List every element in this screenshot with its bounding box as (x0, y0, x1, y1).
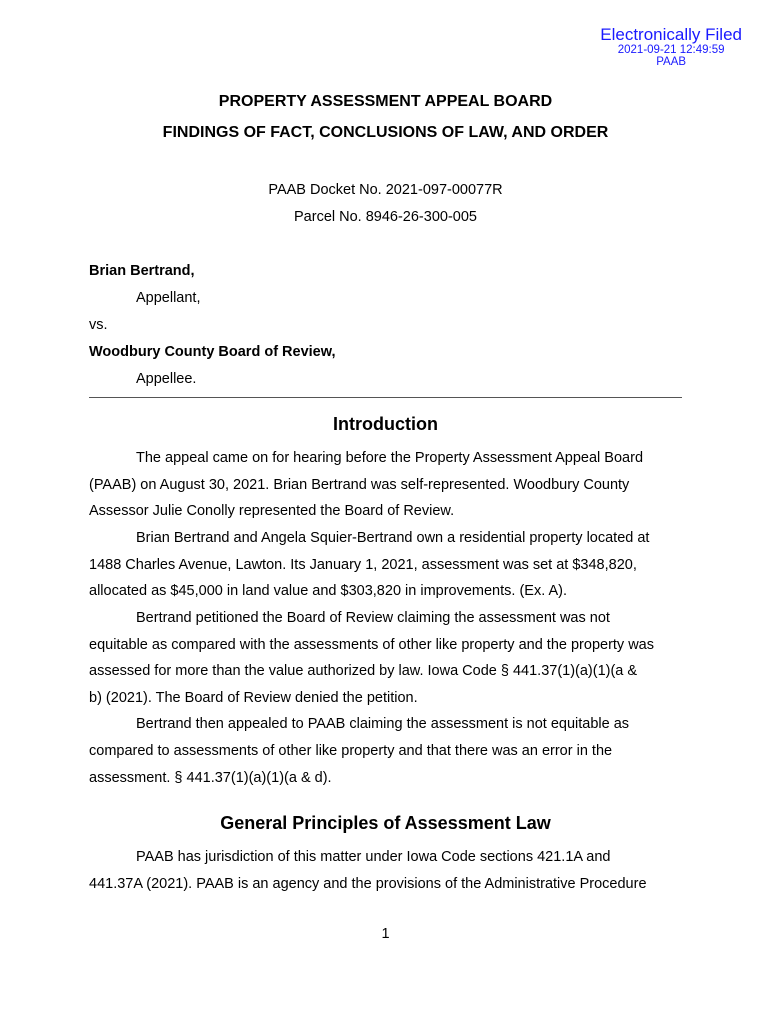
introduction-heading: Introduction (333, 414, 438, 434)
board-title: PROPERTY ASSESSMENT APPEAL BOARD (218, 93, 553, 110)
intro-line: (PAAB) on August 30, 2021. Brian Bertrand was self-represented. Woodbury County (89, 477, 630, 493)
intro-line: 1488 Charles Avenue, Lawton. Its January 1, 2021, assessment was set at $348,820, (89, 557, 637, 573)
docket-number: PAAB Docket No. 2021-097-00077R (268, 182, 503, 198)
intro-line: Bertrand petitioned the Board of Review claiming the assessment was not (136, 610, 610, 626)
stamp-title: Electronically Filed (600, 25, 742, 44)
electronic-filing-stamp (600, 26, 742, 68)
stamp-timestamp: 2021-09-21 12:49:59 (617, 43, 725, 56)
document-title: FINDINGS OF FACT, CONCLUSIONS OF LAW, AND ORDER (162, 124, 609, 141)
intro-line: assessment. § 441.37(1)(a)(1)(a & d). (89, 770, 332, 786)
caption-divider (89, 397, 682, 398)
intro-line: equitable as compared with the assessments of other like property and the property was (89, 637, 654, 653)
intro-line: allocated as $45,000 in land value and $303,820 in improvements. (Ex. A). (89, 583, 567, 599)
principles-heading: General Principles of Assessment Law (220, 813, 551, 833)
appellee-name: Woodbury County Board of Review, (89, 344, 336, 360)
principles-line: 441.37A (2021). PAAB is an agency and the provisions of the Administrative Procedure (89, 876, 647, 892)
appellant-name: Brian Bertrand, (89, 263, 195, 279)
parcel-number: Parcel No. 8946-26-300-005 (294, 209, 477, 225)
principles-line: PAAB has jurisdiction of this matter under Iowa Code sections 421.1A and (136, 849, 611, 865)
appellant-role: Appellant, (136, 290, 201, 306)
page-number: 1 (381, 926, 390, 942)
intro-line: assessed for more than the value authorized by law. Iowa Code § 441.37(1)(a)(1)(a & (89, 663, 638, 679)
versus-label: vs. (89, 317, 108, 333)
intro-line: The appeal came on for hearing before the Property Assessment Appeal Board (136, 450, 644, 466)
intro-line: b) (2021). The Board of Review denied the petition. (89, 690, 418, 706)
intro-line: Assessor Julie Conolly represented the Board of Review. (89, 503, 455, 519)
appellee-role: Appellee. (136, 371, 197, 387)
stamp-agency: PAAB (656, 55, 687, 68)
intro-line: compared to assessments of other like property and that there was an error in the (89, 743, 613, 759)
intro-line: Bertrand then appealed to PAAB claiming the assessment is not equitable as (136, 716, 630, 732)
intro-line: Brian Bertrand and Angela Squier-Bertrand own a residential property located at (136, 530, 650, 546)
